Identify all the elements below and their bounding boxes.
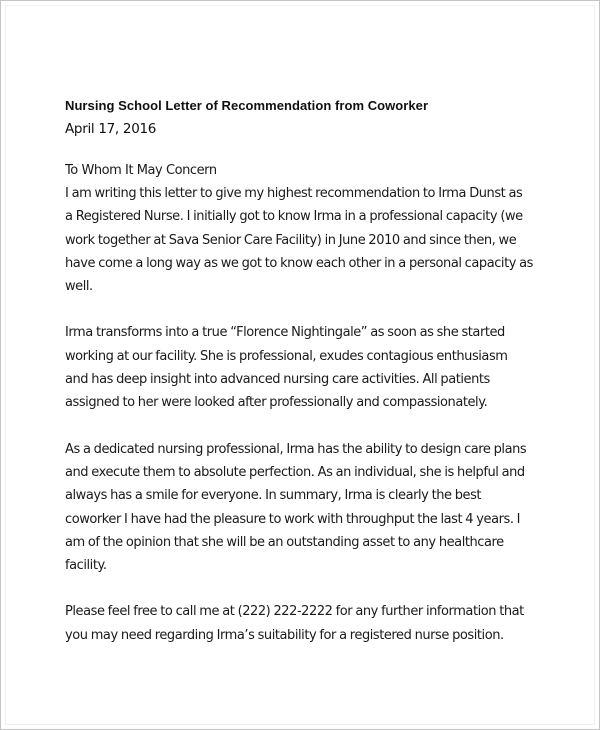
text-line: work together at Sava Senior Care Facility) in June 2010 and since then, we [65,232,517,248]
text-line: well. [65,279,93,295]
text-line: I am writing this letter to give my highest recommendation to Irma Dunst as [65,186,523,201]
text-line: As a dedicated nursing professional, Irma has the ability to design care plans [65,441,527,457]
text-line: you may need regarding Irma’s suitability for a registered nurse position. [65,627,504,643]
document-title: Nursing School Letter of Recommendation from Coworker [65,98,429,113]
letter-salutation: To Whom It May Concern [65,163,217,178]
text-line: and has deep insight into advanced nursing care activities. All patients [65,372,490,388]
text-line: and execute them to absolute perfection. As an individual, she is helpful and [65,464,525,480]
text-line: working at our facility. She is professional, exudes contagious enthusiasm [65,348,508,364]
text-line: am of the opinion that she will be an outstanding asset to any healthcare [65,534,504,550]
paragraph-introduction [65,182,555,298]
paragraph-contact [65,600,555,647]
text-line: Irma transforms into a true “Florence Nightingale” as soon as she started [65,325,505,341]
text-line: Please feel free to call me at (222) 222-2222 for any further information that [65,604,524,620]
text-line: always has a smile for everyone. In summary, Irma is clearly the best [65,488,482,504]
text-line: coworker I have had the pleasure to work with throughput the last 4 years. I [65,511,521,527]
letter-date: April 17, 2016 [65,121,157,137]
text-line: facility. [65,558,107,574]
text-line: have come a long way as we got to know each other in a personal capacity as [65,255,533,271]
paragraph-qualities [65,321,555,414]
text-line: a Registered Nurse. I initially got to know Irma in a professional capacity (we [65,209,523,225]
text-line: assigned to her were looked after professionally and compassionately. [65,395,488,411]
paragraph-professional-summary [65,438,555,578]
letter-content [65,97,555,647]
